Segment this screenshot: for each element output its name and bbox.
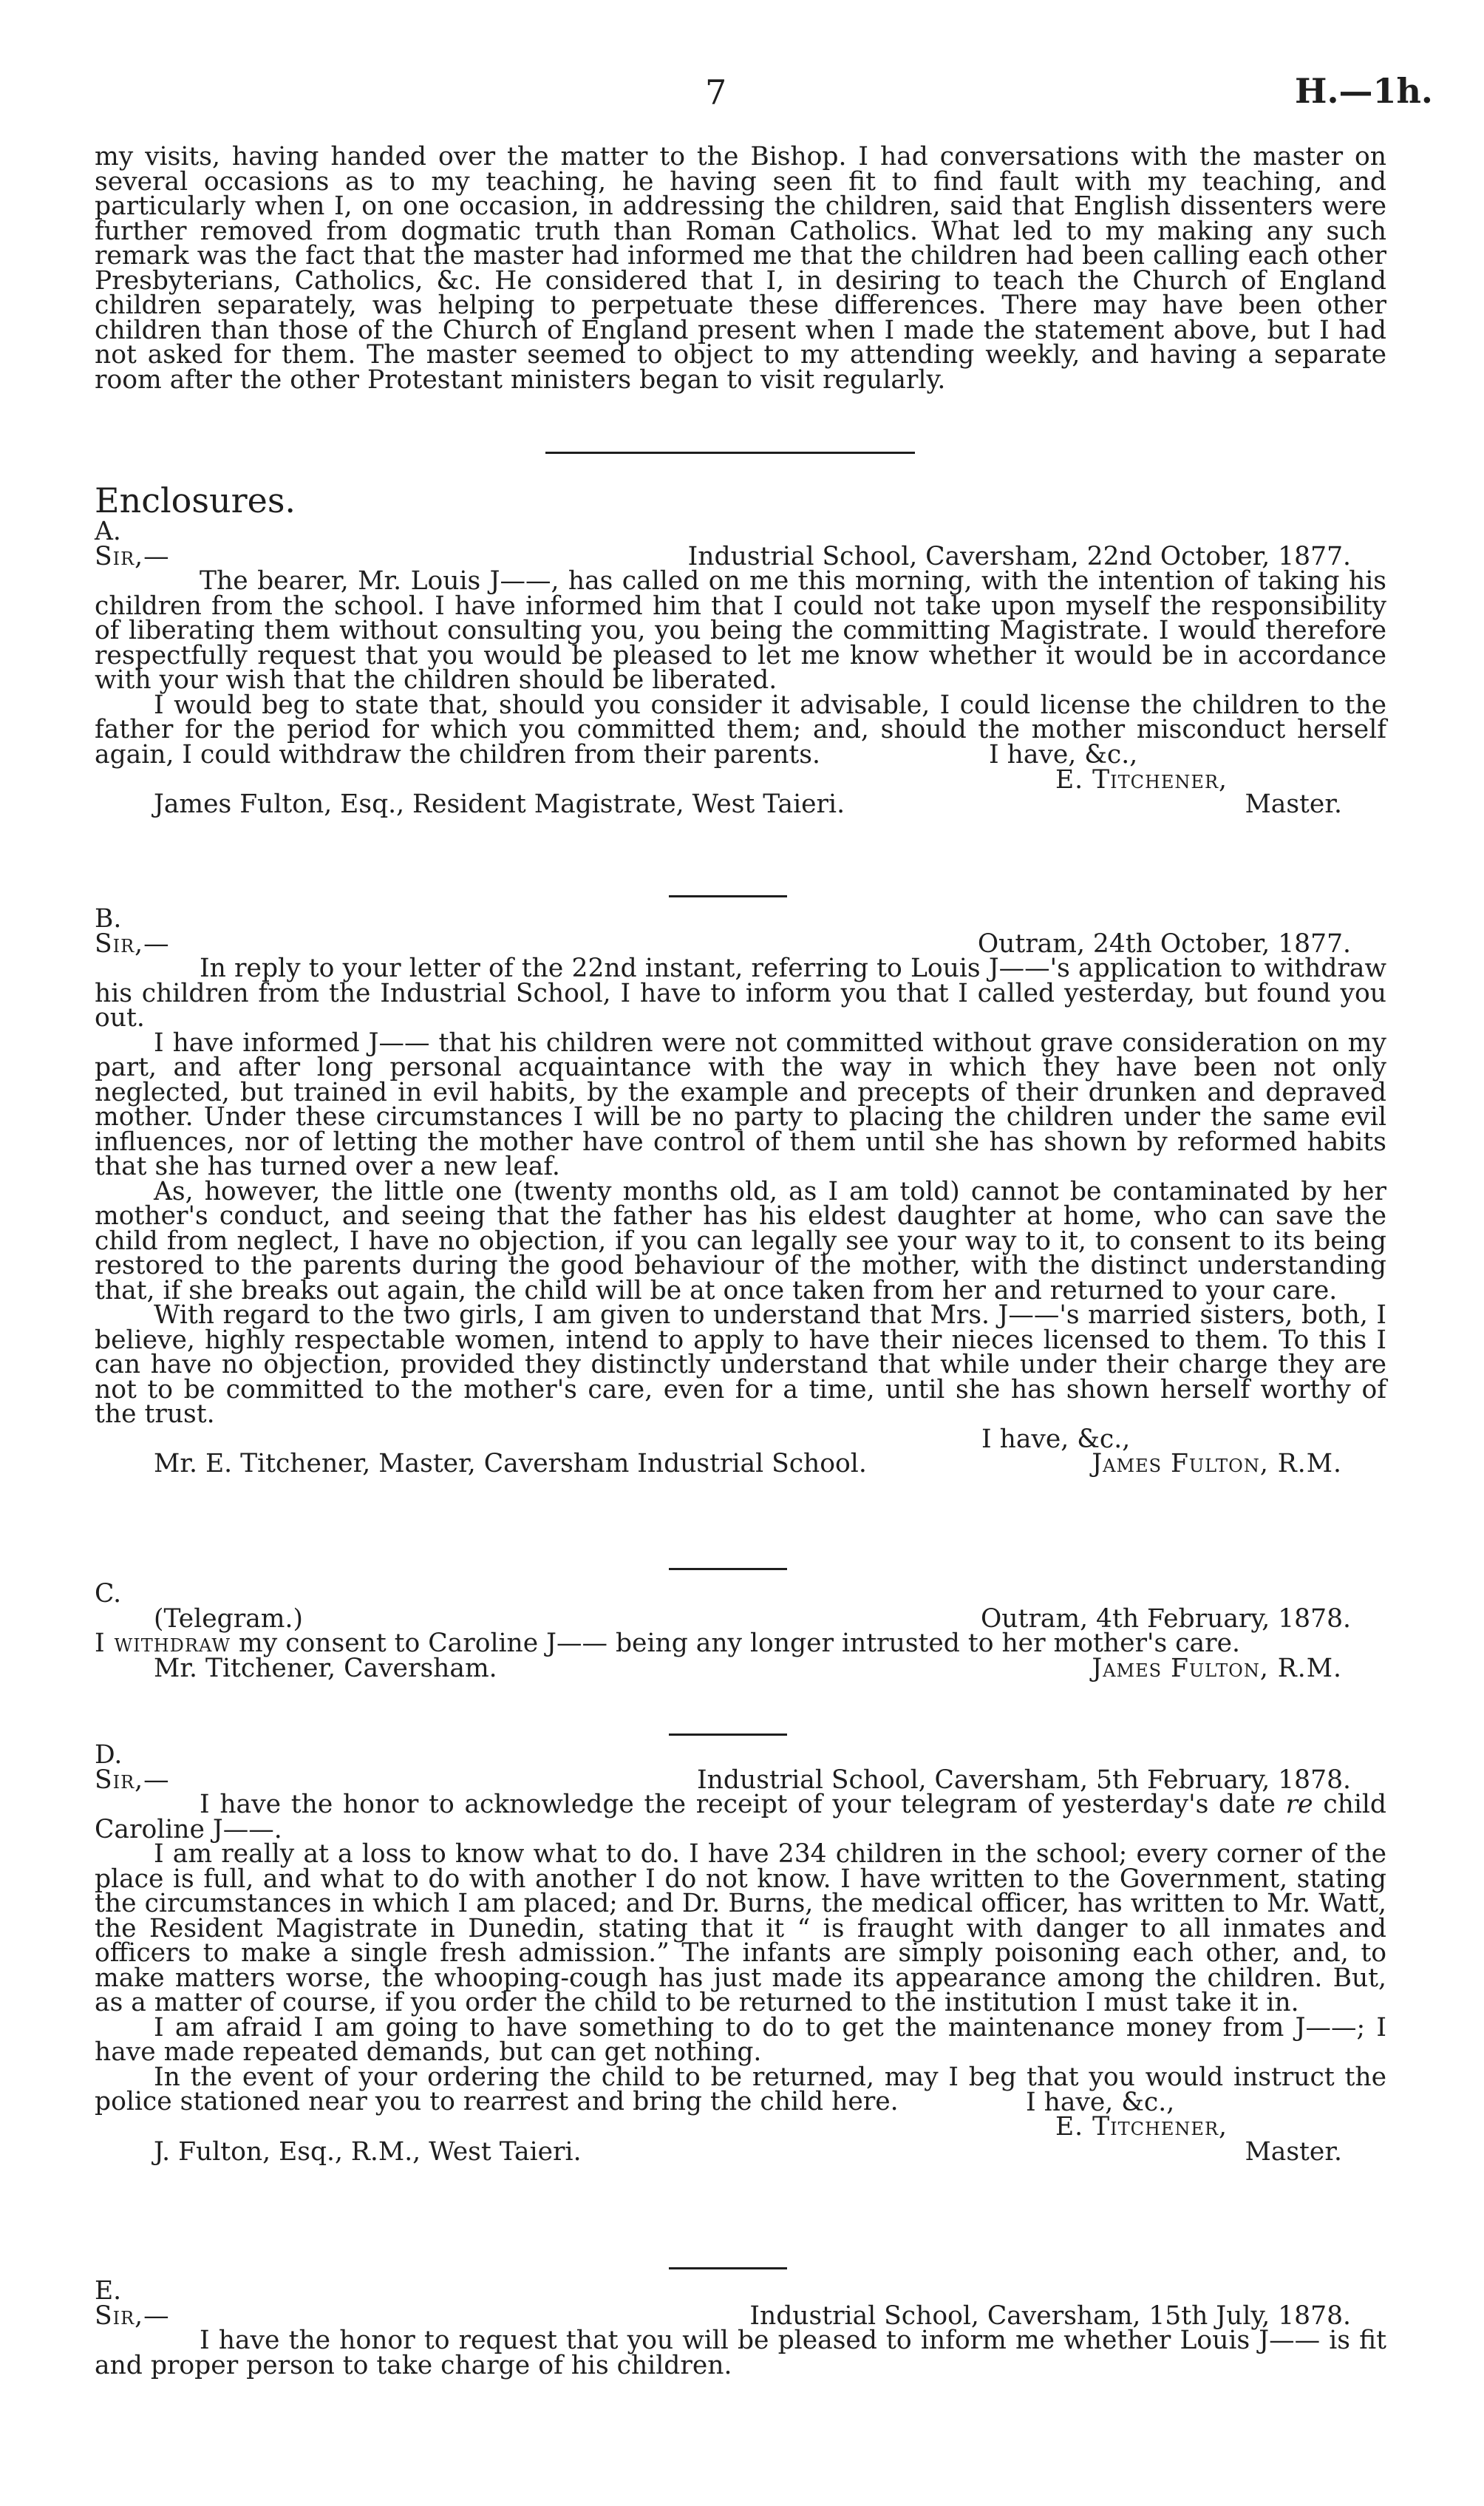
letter-e-place-date: Industrial School, Caversham, 15th July, 1878. (749, 2300, 1351, 2331)
letter-b-heading-row (95, 928, 1386, 959)
letter-d-label: D. (95, 1740, 123, 1770)
letter-a-closing: I have, &c., (989, 740, 1138, 770)
letter-c-heading-row (95, 1603, 1386, 1634)
enclosures-heading: Enclosures. (95, 481, 296, 520)
letter-d-title: Master. (1245, 2136, 1342, 2167)
letter-a-salutation: Sir,— (95, 541, 170, 571)
letter-d (95, 1740, 1387, 2167)
letter-b-paragraph: I have informed J—— that his children were not committed without grave consideration on my part, and after long personal acquaintance with the way in which they have been not only neglected, but trained in evil habits, by the example and precepts of their drunken and depraved mother. Under these circumstances I will be no party to placing the children under the same evil influences, nor of letting the mother have control of them until she has shown by reformed habits that she has turned over a new leaf. (95, 1028, 1386, 1181)
letter-d-salutation: Sir,— (95, 1765, 170, 1795)
letter-c-kind: (Telegram.) (154, 1603, 303, 1634)
letter-e-label: E. (95, 2276, 122, 2306)
letter-c-body-line (95, 1631, 1386, 1657)
letter-c-addressee: Mr. Titchener, Caversham. (154, 1653, 497, 1683)
letter-b-paragraph: With regard to the two girls, I am given to understand that Mrs. J——'s married sisters, both, I believe, highly respectable women, intend to apply to have their nieces licensed to them. To this I can have no objection, provided they distinctly understand that while under their charge they are not to be committed to the mother's care, even for a time, until she has shown herself worthy of the trust. (95, 1300, 1386, 1429)
letter-c-place-date: Outram, 4th February, 1878. (980, 1603, 1351, 1634)
letter-b (95, 904, 1386, 1478)
letter-b-footer (95, 1449, 1386, 1478)
letter-a-paragraph: The bearer, Mr. Louis J——, has called on me this morning, with the intention of taking his children from the school. I have informed him that I could not take upon myself the responsibility of liberating them without consulting you, you being the committing Magistrate. I would therefore respectfully request that you would be pleased to let me know whether it would be in accordance with your wish that the children should be liberated. (95, 566, 1386, 695)
section-divider (669, 1734, 787, 1736)
letter-b-paragraph: As, however, the little one (twenty months old, as I am told) cannot be contaminated by her mother's conduct, and seeing that the father has his eldest daughter at home, who can save the child from neglect, I have no objection, if you can legally see your way to it, to consent to its being restored to the parents during the good behaviour of the mother, with the distinct understanding that, if she breaks out again, the child will be at once taken from her and returned to your care. (95, 1176, 1386, 1305)
letter-d-closing: I have, &c., (1026, 2087, 1175, 2117)
letter-d-footer (95, 2136, 1386, 2167)
letter-b-salutation: Sir,— (95, 928, 170, 959)
letter-a (95, 517, 1386, 819)
letter-c-footer (95, 1653, 1386, 1683)
letter-a-title: Master. (1245, 790, 1342, 819)
section-divider (669, 1568, 787, 1570)
letter-b-paragraph: In reply to your letter of the 22nd instant, referring to Louis J——'s application to withdraw his children from the Industrial School, I have to inform you that I called yesterday, but found you out. (95, 954, 1386, 1033)
section-divider (669, 2267, 787, 2269)
letter-c-body: my consent to Caroline J—— being any longer intrusted to her mother's care. (239, 1629, 1240, 1658)
letter-d-p1-re: re (1285, 1790, 1313, 1819)
letter-b-place-date: Outram, 24th October, 1877. (977, 928, 1351, 959)
letter-e-paragraph: I have the honor to request that you will be pleased to inform me whether Louis J—— is fit and proper person to take charge of his children. (95, 2326, 1386, 2380)
letter-d-heading-row (95, 1765, 1386, 1795)
letter-a-signature: E. Titchener, (1055, 764, 1228, 795)
document-reference: H.—1h. (1295, 71, 1433, 111)
letter-d-signature: E. Titchener, (1055, 2112, 1228, 2142)
letter-d-paragraph: I am afraid I am going to have something to do to get the maintenance money from J——; I have made repeated demands, but can get nothing. (95, 2012, 1386, 2067)
letter-a-heading-row (95, 541, 1386, 571)
letter-b-signature: James Fulton, R.M. (1092, 1449, 1342, 1478)
letter-a-place-date: Industrial School, Caversham, 22nd October, 1877. (687, 541, 1351, 571)
enclosures-section (95, 483, 1386, 518)
section-divider (669, 895, 787, 897)
section-divider (545, 452, 915, 454)
letter-d-paragraph: I am really at a loss to know what to do. I have 234 children in the school; every corner of the place is full, and what to do with another I do not know. I have written to the Government, stating the circumstances in which I am placed; and Dr. Burns, the medical officer, has written to Mr. Watt, the Resident Magistrate in Dunedin, stating that it “ is fraught with danger to all inmates and officers to make a single fresh admission.” The infants are simply poisoning each other, and, to make matters worse, the whooping-cough has just made its appearance among the children. But, as a matter of course, if you order the child to be returned to the institution I must take it in. (95, 1839, 1386, 2017)
letter-e-salutation: Sir,— (95, 2300, 170, 2331)
letter-d-p1-after: child Caroline J——. (95, 1790, 1387, 1844)
letter-e-heading-row (95, 2300, 1386, 2331)
letter-d-addressee: J. Fulton, Esq., R.M., West Taieri. (154, 2136, 582, 2167)
letter-c (95, 1579, 1386, 1683)
letter-d-p1-before: I have the honor to acknowledge the receipt of your telegram of yesterday's date (200, 1790, 1276, 1819)
intro-section (95, 142, 1386, 395)
letter-d-place-date: Industrial School, Caversham, 5th February, 1878. (697, 1765, 1351, 1795)
page-number: 7 (705, 72, 727, 112)
letter-a-p2-row (95, 690, 1386, 770)
letter-b-label: B. (95, 904, 122, 934)
letter-a-addressee: James Fulton, Esq., Resident Magistrate, West Taieri. (154, 790, 845, 819)
letter-d-paragraph: In the event of your ordering the child to be returned, may I beg that you would instruct the police stationed near you to rearrest and bring the child here. (95, 2062, 1386, 2116)
letter-a-label: A. (95, 517, 121, 546)
letter-c-label: C. (95, 1579, 122, 1609)
letter-a-paragraph: I would beg to state that, should you consider it advisable, I could license the children to the father for the period for which you committed them; and, should the mother misconduct herself again, I could withdraw the children from their parents. (95, 690, 1386, 770)
letter-d-paragraph-1 (95, 1790, 1387, 1844)
letter-e (95, 2276, 1386, 2380)
letter-b-addressee: Mr. E. Titchener, Master, Caversham Industrial School. (154, 1449, 867, 1478)
letter-c-opening: I withdraw (95, 1629, 231, 1658)
letter-b-closing: I have, &c., (981, 1424, 1131, 1454)
intro-paragraph: my visits, having handed over the matter to the Bishop. I had conversations with the master on several occasions as to my teaching, he having seen fit to find fault with my teaching, and particularly when I, on one occasion, in addressing the children, said that English dissenters were further removed from dogmatic truth than Roman Catholics. What led to my making any such remark was the fact that the master had informed me that the children had been calling each other Presbyterians, Catholics, &c. He considered that I, in desiring to teach the Church of England children separately, was helping to perpetuate these differences. There may have been other children than those of the Church of England present when I made the statement above, but I had not asked for them. The master seemed to object to my attending weekly, and having a separate room after the other Protestant ministers began to visit regularly. (95, 142, 1386, 395)
letter-c-signature: James Fulton, R.M. (1092, 1653, 1342, 1683)
letter-a-footer (95, 792, 1386, 818)
